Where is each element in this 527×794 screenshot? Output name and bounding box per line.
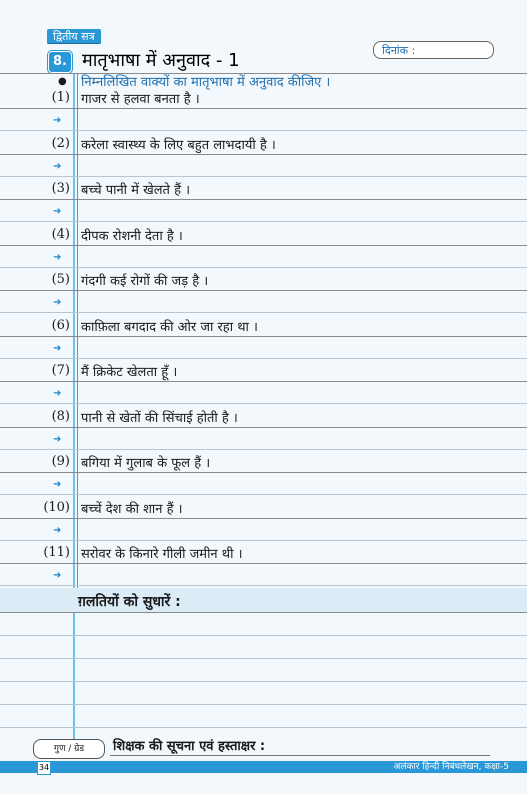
chapter-number: 8.: [48, 51, 72, 73]
rule-line: [0, 336, 527, 337]
sentence-text: बच्चे पानी में खेलते हैं ।: [81, 183, 191, 198]
corrections-line[interactable]: [0, 727, 527, 728]
sentence-number: (11): [43, 545, 70, 560]
sentence-text: गाजर से हलवा बनता है ।: [81, 92, 200, 107]
answer-line[interactable]: [0, 403, 527, 404]
rule-line: [0, 290, 527, 291]
sentence-number: (10): [43, 499, 70, 515]
sentence-number: (5): [51, 272, 70, 287]
arrow-icon: ➜: [53, 524, 62, 536]
sentence-text: गंदगी कई रोगों की जड़ है ।: [81, 274, 209, 289]
chapter-title: मातृभाषा में अनुवाद - 1: [82, 50, 240, 71]
answer-line[interactable]: [0, 267, 527, 268]
answer-line[interactable]: [0, 176, 527, 177]
sentence-text: दीपक रोशनी देता है ।: [81, 228, 183, 244]
arrow-icon: ➜: [53, 342, 62, 354]
rule-line: [0, 427, 527, 428]
arrow-icon: ➜: [53, 433, 62, 445]
rule-line: [0, 518, 527, 519]
bullet-icon: ●: [58, 76, 67, 87]
arrow-icon: ➜: [53, 160, 62, 172]
sentence-number: (9): [51, 454, 70, 469]
rule-line: [0, 108, 527, 109]
answer-line[interactable]: [0, 130, 527, 131]
corrections-line[interactable]: [0, 704, 527, 705]
sentence-text: पानी से खेतों की सिंचाई होती है ।: [81, 410, 238, 426]
teacher-signature-label: शिक्षक की सूचना एवं हस्ताक्षर :: [113, 739, 266, 754]
arrow-icon: ➜: [53, 479, 62, 490]
answer-line[interactable]: [0, 221, 527, 222]
answer-line[interactable]: [0, 449, 527, 450]
grade-box[interactable]: गुण / ग्रेड: [33, 739, 105, 759]
rule-line: [0, 245, 527, 246]
answer-line[interactable]: [0, 312, 527, 313]
rule-line: [0, 472, 527, 473]
rule-line: [0, 199, 527, 200]
sentence-text: करेला स्वास्थ्य के लिए बहुत लाभदायी है ।: [81, 137, 276, 153]
corrections-title: ग़लतियों को सुधारें :: [78, 594, 181, 610]
session-badge: द्वितीय सत्र: [47, 29, 101, 44]
date-field[interactable]: [373, 41, 494, 59]
answer-line[interactable]: [0, 494, 527, 495]
date-label: दिनांक :: [382, 44, 416, 57]
arrow-icon: ➜: [53, 251, 62, 263]
rule-line: [0, 612, 527, 613]
sentence-number: (8): [51, 408, 70, 424]
corrections-line[interactable]: [0, 658, 527, 659]
book-title: अलंकार हिन्दी निबंधलेखन, कक्षा-5: [393, 762, 509, 772]
sentence-number: (6): [51, 317, 70, 333]
arrow-icon: ➜: [53, 388, 62, 399]
sentence-number: (2): [51, 135, 70, 151]
sentence-text: बगिया में गुलाब के फूल हैं ।: [81, 456, 211, 471]
margin-line-inner: [77, 74, 78, 594]
arrow-icon: ➜: [53, 115, 62, 126]
answer-line[interactable]: [0, 540, 527, 541]
sentence-number: (4): [51, 226, 70, 242]
corrections-line[interactable]: [0, 681, 527, 682]
answer-line[interactable]: [0, 585, 527, 586]
answer-line[interactable]: [0, 358, 527, 359]
sentence-number: (1): [51, 90, 70, 105]
sentence-number: (7): [51, 363, 70, 378]
sentence-text: काफ़िला बगदाद की ओर जा रहा था ।: [81, 319, 258, 335]
arrow-icon: ➜: [53, 570, 62, 581]
sentence-number: (3): [51, 181, 70, 196]
arrow-icon: ➜: [53, 297, 62, 308]
instruction-text: निम्नलिखित वाक्यों का मातृभाषा में अनुवाद कीजिए ।: [81, 75, 331, 90]
rule-line: [0, 381, 527, 382]
sentence-text: मैं क्रिकेट खेलता हूँ ।: [81, 365, 178, 380]
page-number: 34: [37, 761, 51, 775]
corrections-line[interactable]: [0, 635, 527, 636]
signature-line[interactable]: [110, 755, 490, 756]
sentence-text: बच्चें देश की शान हैं ।: [81, 501, 183, 517]
sentence-text: सरोवर के किनारे गीली जमीन थी ।: [81, 547, 243, 562]
rule-line: [0, 563, 527, 564]
arrow-icon: ➜: [53, 206, 62, 217]
rule-line: [0, 154, 527, 155]
